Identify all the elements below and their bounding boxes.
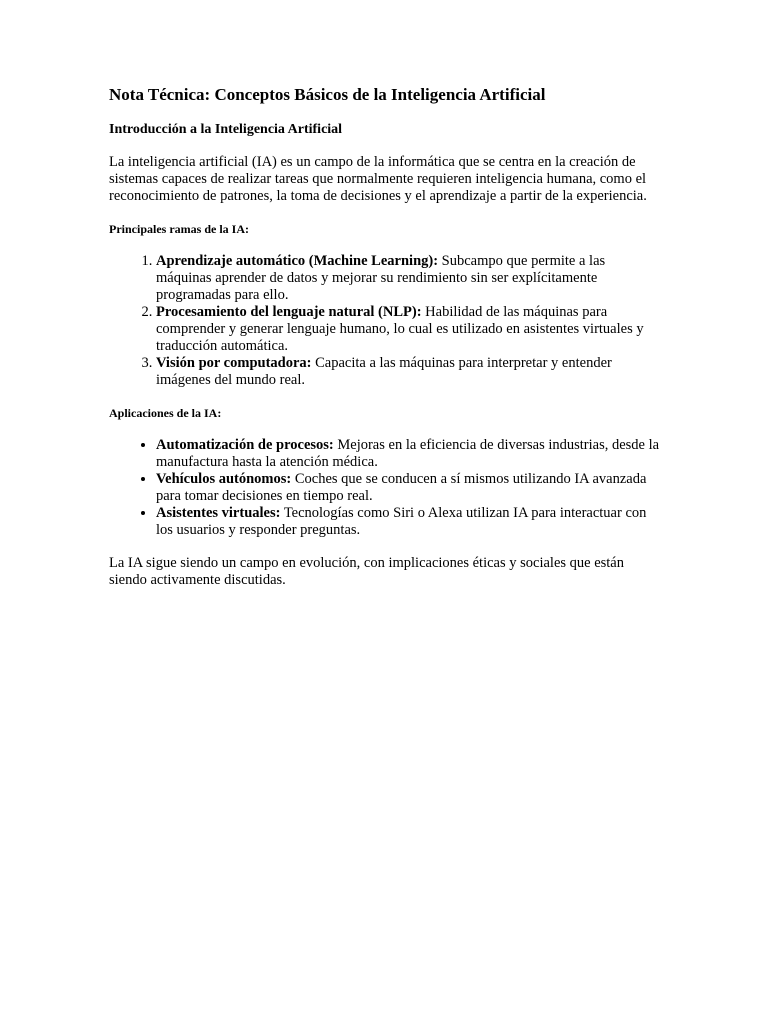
intro-heading: Introducción a la Inteligencia Artificial (109, 122, 343, 137)
list-item-text: Habilidad de las máquinas para comprender y generar lenguaje humano, lo cual es utilizado en asistentes virtuales y traducción automática. (156, 304, 644, 354)
list-item (156, 471, 661, 505)
list-item (156, 355, 661, 389)
applications-heading: Aplicaciones de la IA: (109, 406, 222, 420)
intro-paragraph: La inteligencia artificial (IA) es un campo de la informática que se centra en la creación de sistemas capaces de realizar tareas que normalmente requieren inteligencia humana, como el reconocimiento de patrones, la toma de decisiones y el aprendizaje a partir de la experiencia. (109, 154, 647, 204)
document-page (109, 84, 661, 589)
list-item-text: Mejoras en la eficiencia de diversas industrias, desde la manufactura hasta la atención médica. (156, 437, 660, 470)
list-item (156, 505, 661, 539)
list-item (156, 253, 661, 304)
list-item-term: Asistentes virtuales: (156, 505, 281, 521)
closing-paragraph: La IA sigue siendo un campo en evolución, con implicaciones éticas y sociales que están siendo activamente discutidas. (109, 555, 624, 588)
applications-list (109, 437, 661, 539)
list-item-text: Subcampo que permite a las máquinas aprender de datos y mejorar su rendimiento sin ser explícitamente programadas para ello. (156, 253, 606, 303)
list-item-text: Tecnologías como Siri o Alexa utilizan IA para interactuar con los usuarios y responder preguntas. (156, 505, 647, 538)
list-item-text: Capacita a las máquinas para interpretar y entender imágenes del mundo real. (156, 355, 612, 388)
list-item-text: Coches que se conducen a sí mismos utilizando IA avanzada para tomar decisiones en tiempo real. (156, 471, 647, 504)
list-item-term: Aprendizaje automático (Machine Learning): (156, 253, 439, 269)
branches-list (109, 253, 661, 389)
document-title: Nota Técnica: Conceptos Básicos de la Inteligencia Artificial (109, 85, 546, 104)
list-item-term: Vehículos autónomos: (156, 471, 292, 487)
branches-heading: Principales ramas de la IA: (109, 222, 249, 236)
list-item (156, 304, 661, 355)
list-item-term: Automatización de procesos: (156, 437, 334, 453)
list-item (156, 437, 661, 471)
list-item-term: Procesamiento del lenguaje natural (NLP): (156, 304, 422, 320)
list-item-term: Visión por computadora: (156, 355, 312, 371)
